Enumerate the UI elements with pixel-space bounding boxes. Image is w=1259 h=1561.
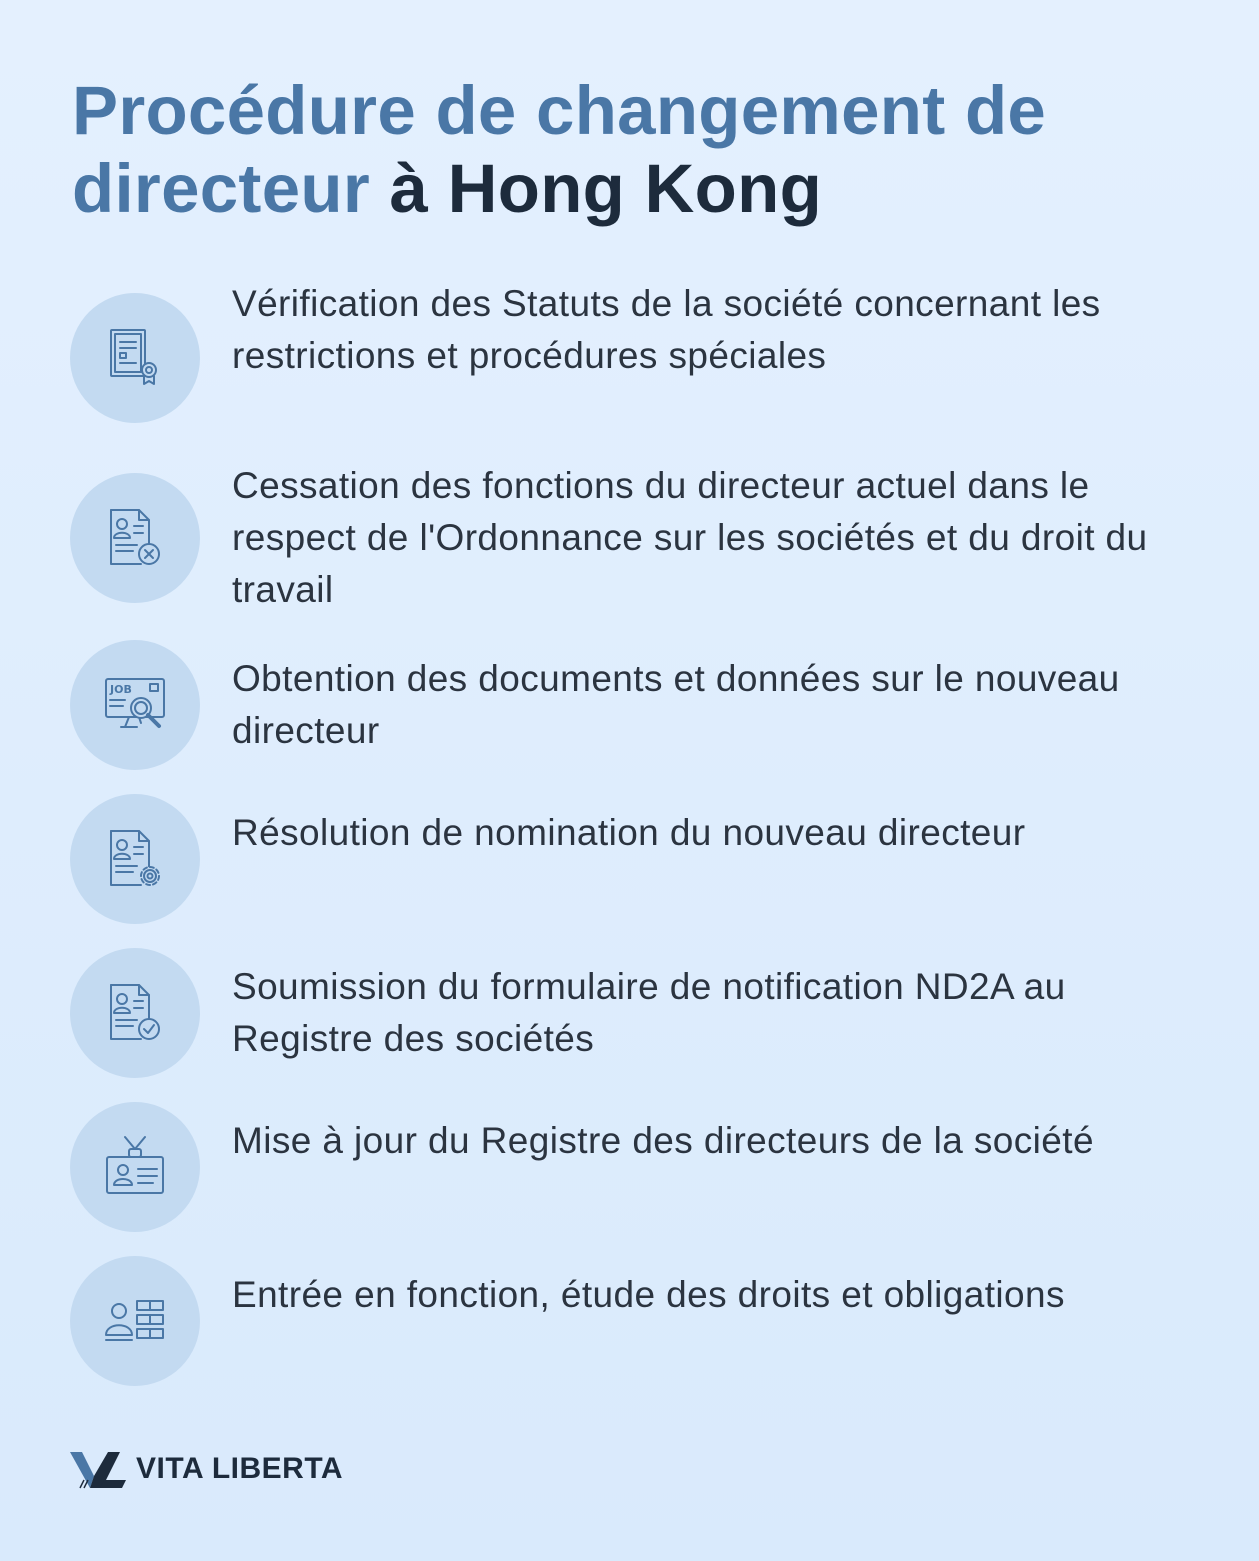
step-text: Mise à jour du Registre des directeurs de la société (232, 1120, 1094, 1161)
title-dark-part: à Hong Kong (389, 150, 823, 227)
step-item (70, 1256, 1220, 1386)
step-item (70, 1102, 1220, 1232)
profile-settings-icon (103, 827, 167, 891)
profile-check-icon (103, 981, 167, 1045)
svg-text:JOB: JOB (110, 683, 132, 696)
step-icon-circle (70, 1256, 200, 1386)
step-text: Soumission du formulaire de notification ND2A au Registre des sociétés (232, 966, 1066, 1059)
step-text: Entrée en fonction, étude des droits et obligations (232, 1274, 1065, 1315)
step-text: Cessation des fonctions du directeur actuel dans le respect de l'Ordonnance sur les sociétés et du droit du travail (232, 465, 1148, 610)
step-text: Vérification des Statuts de la société concernant les restrictions et procédures spéciales (232, 283, 1101, 376)
step-item (70, 794, 1220, 924)
profile-remove-icon (103, 506, 167, 570)
id-badge-icon (103, 1135, 167, 1199)
step-item (70, 283, 1220, 423)
step-text: Obtention des documents et données sur le nouveau directeur (232, 658, 1120, 751)
step-icon-circle (70, 1102, 200, 1232)
organization-icon (103, 1289, 167, 1353)
vita-liberta-logo-icon (70, 1448, 128, 1492)
brand-name: VITA LIBERTA (136, 1452, 344, 1485)
step-item (70, 948, 1220, 1078)
step-item (70, 640, 1220, 770)
step-icon-circle (70, 473, 200, 603)
step-icon-circle (70, 794, 200, 924)
step-icon-circle (70, 948, 200, 1078)
step-icon-circle (70, 293, 200, 423)
job-search-icon (103, 673, 167, 737)
title-blue-part: Procédure de changement de directeur (72, 72, 1047, 227)
step-icon-circle (70, 640, 200, 770)
page-title (72, 72, 1212, 228)
step-text: Résolution de nomination du nouveau directeur (232, 812, 1026, 853)
certificate-icon (103, 326, 167, 390)
step-item (70, 465, 1220, 610)
